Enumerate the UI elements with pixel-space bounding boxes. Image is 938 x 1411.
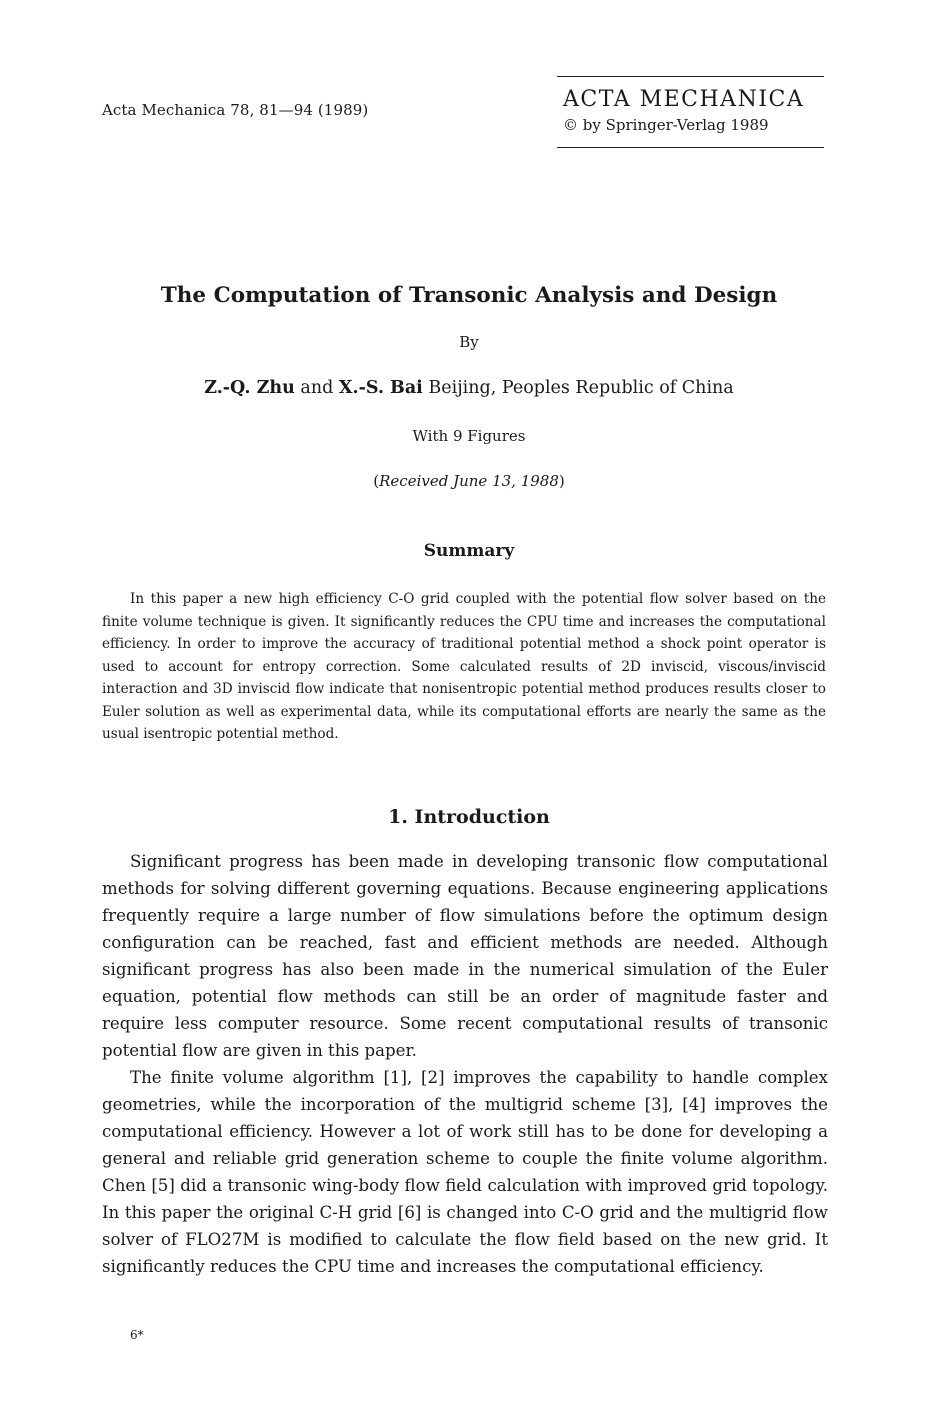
author-affiliation: Beijing, Peoples Republic of China [428, 378, 734, 398]
authors-line [0, 378, 938, 398]
received-text: Received June 13, 1988 [379, 472, 559, 490]
copyright-notice: © by Springer-Verlag 1989 [563, 116, 769, 134]
by-line: By [459, 333, 479, 351]
introduction-body [102, 848, 828, 1280]
journal-name: ACTA MECHANICA [563, 87, 805, 112]
received-open-paren: ( [373, 472, 380, 490]
introduction-paragraph: The finite volume algorithm [1], [2] improves the capability to handle complex geometries, while the incorporation of the multigrid scheme [3], [4] improves the computational efficiency. However a lot of work still has to be done for developing a general and reliable grid generation scheme to couple the finite volume algorithm. Chen [5] did a transonic wing-body flow field calculation with improved grid topology. In this paper the original C-H grid [6] is changed into C-O grid and the multigrid flow solver of FLO27M is modified to calculate the flow field based on the new grid. It significantly reduces the CPU time and increases the computational efficiency. [102, 1068, 828, 1276]
signature-mark: 6* [130, 1328, 144, 1342]
received-close-paren: ) [558, 472, 565, 490]
author-conjunction: and [300, 378, 334, 398]
introduction-heading: 1. Introduction [388, 806, 550, 828]
journal-masthead [557, 76, 824, 148]
summary-paragraph: In this paper a new high efficiency C-O grid coupled with the potential flow solver based on the finite volume technique is given. It significantly reduces the CPU time and increases the computational efficiency. In order to improve the accuracy of traditional potential method a shock point operator is used to account for entropy correction. Some calculated results of 2D inviscid, viscous/inviscid interaction and 3D inviscid flow indicate that nonisentropic potential method produces results closer to Euler solution as well as experimental data, while its computational efforts are nearly the same as the usual isentropic potential method. [102, 591, 826, 742]
figure-count: With 9 Figures [412, 427, 526, 445]
author-2: X.-S. Bai [338, 378, 423, 398]
author-1: Z.-Q. Zhu [204, 378, 295, 398]
journal-citation: Acta Mechanica 78, 81—94 (1989) [102, 101, 369, 119]
summary-heading: Summary [423, 541, 515, 561]
received-date [0, 472, 938, 490]
paper-title: The Computation of Transonic Analysis and Design [160, 283, 778, 308]
introduction-paragraph: Significant progress has been made in developing transonic flow computational methods for solving different governing equations. Because engineering applications frequently require a large number of flow simulations before the optimum design configuration can be reached, fast and efficient methods are needed. Although significant progress has also been made in the numerical simulation of the Euler equation, potential flow methods can still be an order of magnitude faster and require less computer resource. Some recent computational results of transonic potential flow are given in this paper. [102, 852, 828, 1060]
